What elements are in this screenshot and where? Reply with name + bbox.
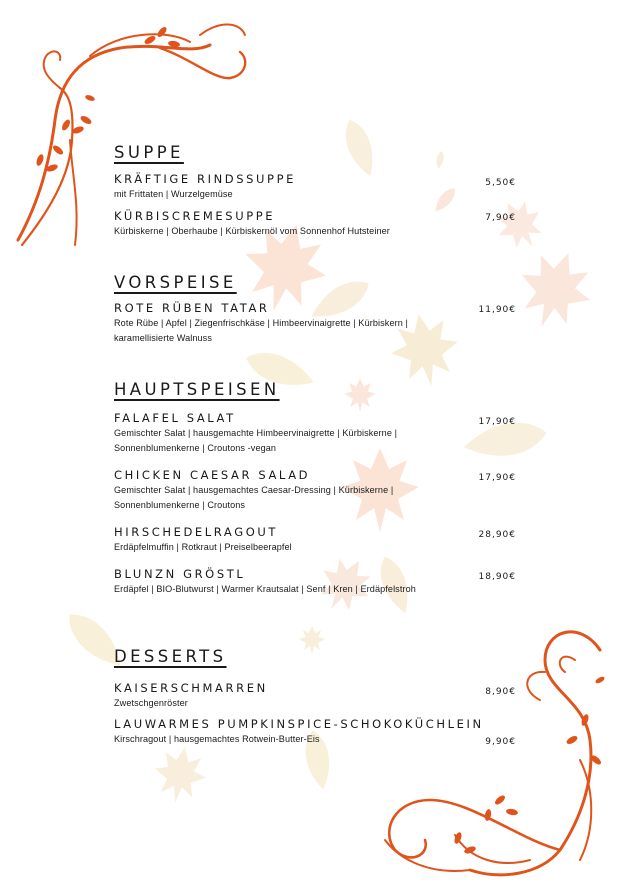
item-name: KAISERSCHMARREN — [114, 681, 268, 695]
item-name: CHICKEN CAESAR SALAD — [114, 468, 311, 482]
section-title-desserts: DESSERTS — [114, 647, 227, 666]
section-title-suppe: SUPPE — [114, 143, 184, 162]
item-price: 28,90€ — [478, 530, 516, 540]
item-name: KRÄFTIGE RINDSSUPPE — [114, 172, 296, 186]
item-price: 18,90€ — [478, 572, 516, 582]
menu-item — [114, 172, 534, 202]
item-price: 9,90€ — [485, 737, 516, 747]
item-description: Gemischter Salat | hausgemachte Himbeervinaigrette | Kürbiskerne | Sonnenblumenkerne | Croutons -vegan — [114, 428, 398, 453]
item-description: Kirschragout | hausgemachtes Rotwein-Butter-Eis — [114, 734, 320, 744]
menu-item — [114, 567, 534, 597]
menu-item — [114, 525, 534, 555]
menu-item — [114, 468, 534, 513]
item-name: ROTE RÜBEN TATAR — [114, 301, 270, 315]
item-description: Gemischter Salat | hausgemachtes Caesar-Dressing | Kürbiskerne | Sonnenblumenkerne | Croutons — [114, 485, 394, 510]
item-price: 17,90€ — [478, 473, 516, 483]
item-description: Erdäpfelmuffin | Rotkraut | Preiselbeerapfel — [114, 542, 292, 552]
menu-item — [114, 209, 534, 239]
item-price: 5,50€ — [485, 178, 516, 188]
section-title-hauptspeisen: HAUPTSPEISEN — [114, 380, 280, 399]
menu-item — [114, 411, 534, 456]
item-description: Zwetschgenröster — [114, 698, 188, 708]
item-price: 17,90€ — [478, 417, 516, 427]
item-description: Kürbiskerne | Oberhaube | Kürbiskernöl vom Sonnenhof Hutsteiner — [114, 226, 390, 236]
item-description: Erdäpfel | BIO-Blutwurst | Warmer Krautsalat | Senf | Kren | Erdäpfelstroh — [114, 584, 416, 594]
item-description: Rote Rübe | Apfel | Ziegenfrischkäse | Himbeervinaigrette | Kürbiskern | karamellisierte Walnuss — [114, 318, 408, 343]
item-price: 8,90€ — [485, 687, 516, 697]
section-title-vorspeise: VORSPEISE — [114, 273, 237, 292]
item-name: LAUWARMES PUMPKINSPICE-SCHOKOKÜCHLEIN — [114, 717, 484, 731]
menu-item — [114, 681, 534, 711]
item-name: BLUNZN GRÖSTL — [114, 567, 246, 581]
item-price: 7,90€ — [485, 213, 516, 223]
item-description: mit Frittaten | Wurzelgemüse — [114, 189, 233, 199]
menu-item — [114, 301, 534, 346]
item-price: 11,90€ — [478, 305, 516, 315]
menu-item — [114, 717, 534, 747]
item-name: KÜRBISCREMESUPPE — [114, 209, 276, 223]
item-name: FALAFEL SALAT — [114, 411, 236, 425]
item-name: HIRSCHEDELRAGOUT — [114, 525, 278, 539]
